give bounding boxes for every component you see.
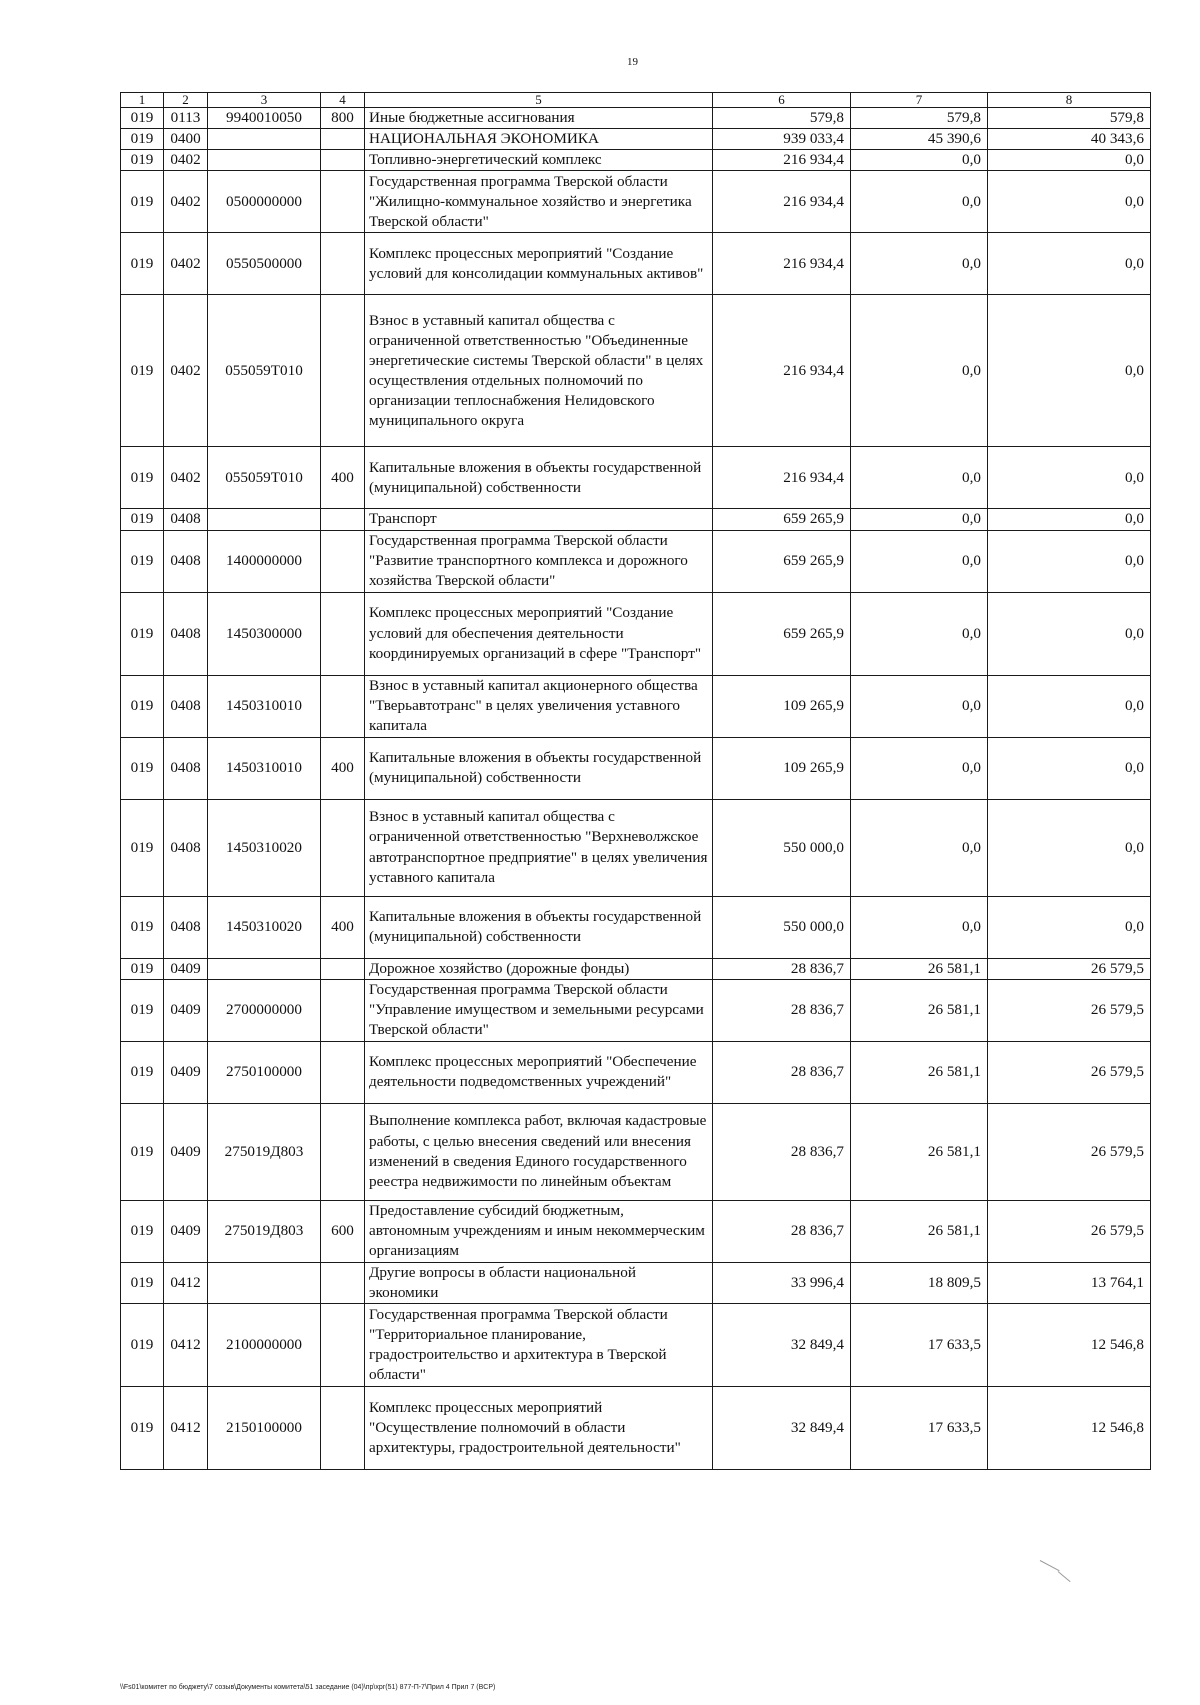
section-code-cell: 0408 <box>164 675 208 737</box>
section-code-cell: 0402 <box>164 171 208 233</box>
target-article-cell: 1450310010 <box>208 737 321 799</box>
expense-type-cell: 400 <box>321 447 365 509</box>
table-row <box>121 1103 1151 1200</box>
grbs-code-cell: 019 <box>121 171 164 233</box>
budget-table <box>120 92 1151 1470</box>
target-article-cell: 1400000000 <box>208 530 321 592</box>
section-code-cell: 0402 <box>164 295 208 447</box>
table-row <box>121 592 1151 675</box>
amount-col7-cell: 0,0 <box>851 171 988 233</box>
item-name-cell: НАЦИОНАЛЬНАЯ ЭКОНОМИКА <box>365 129 713 150</box>
table-row <box>121 295 1151 447</box>
amount-col6-cell: 659 265,9 <box>713 530 851 592</box>
amount-col6-cell: 28 836,7 <box>713 958 851 979</box>
grbs-code-cell: 019 <box>121 675 164 737</box>
amount-col6-cell: 216 934,4 <box>713 295 851 447</box>
amount-col7-cell: 18 809,5 <box>851 1262 988 1303</box>
expense-type-cell: 800 <box>321 108 365 129</box>
amount-col8-cell: 0,0 <box>988 896 1151 958</box>
section-code-cell: 0412 <box>164 1262 208 1303</box>
item-name-cell: Государственная программа Тверской области "Управление имуществом и земельными ресурсами Тверской области" <box>365 979 713 1041</box>
amount-col6-cell: 109 265,9 <box>713 675 851 737</box>
column-number: 3 <box>208 93 321 108</box>
amount-col8-cell: 26 579,5 <box>988 979 1151 1041</box>
amount-col7-cell: 0,0 <box>851 737 988 799</box>
item-name-cell: Взнос в уставный капитал общества с ограниченной ответственностью "Объединенные энергетические системы Тверской области" в целях осуществления отдельных полномочий по организации теплоснабжения Нелидовского муниципального округа <box>365 295 713 447</box>
amount-col6-cell: 939 033,4 <box>713 129 851 150</box>
table-row <box>121 447 1151 509</box>
section-code-cell: 0113 <box>164 108 208 129</box>
amount-col8-cell: 0,0 <box>988 675 1151 737</box>
target-article-cell: 0500000000 <box>208 171 321 233</box>
grbs-code-cell: 019 <box>121 1303 164 1386</box>
table-row <box>121 1386 1151 1469</box>
expense-type-cell <box>321 509 365 530</box>
section-code-cell: 0402 <box>164 233 208 295</box>
grbs-code-cell: 019 <box>121 1103 164 1200</box>
amount-col7-cell: 0,0 <box>851 447 988 509</box>
amount-col6-cell: 659 265,9 <box>713 509 851 530</box>
amount-col8-cell: 0,0 <box>988 799 1151 896</box>
amount-col6-cell: 109 265,9 <box>713 737 851 799</box>
item-name-cell: Государственная программа Тверской области "Развитие транспортного комплекса и дорожного хозяйства Тверской области" <box>365 530 713 592</box>
amount-col7-cell: 0,0 <box>851 592 988 675</box>
column-number: 5 <box>365 93 713 108</box>
grbs-code-cell: 019 <box>121 592 164 675</box>
target-article-cell: 275019Д803 <box>208 1103 321 1200</box>
table-row <box>121 799 1151 896</box>
amount-col6-cell: 28 836,7 <box>713 1200 851 1262</box>
amount-col8-cell: 13 764,1 <box>988 1262 1151 1303</box>
amount-col6-cell: 33 996,4 <box>713 1262 851 1303</box>
section-code-cell: 0412 <box>164 1386 208 1469</box>
column-number: 4 <box>321 93 365 108</box>
amount-col7-cell: 0,0 <box>851 799 988 896</box>
expense-type-cell: 600 <box>321 1200 365 1262</box>
section-code-cell: 0409 <box>164 1103 208 1200</box>
section-code-cell: 0409 <box>164 958 208 979</box>
grbs-code-cell: 019 <box>121 1200 164 1262</box>
table-row <box>121 1262 1151 1303</box>
target-article-cell: 2100000000 <box>208 1303 321 1386</box>
section-code-cell: 0402 <box>164 447 208 509</box>
table-row <box>121 108 1151 129</box>
target-article-cell <box>208 958 321 979</box>
amount-col7-cell: 0,0 <box>851 295 988 447</box>
expense-type-cell <box>321 129 365 150</box>
amount-col8-cell: 40 343,6 <box>988 129 1151 150</box>
grbs-code-cell: 019 <box>121 1041 164 1103</box>
column-number: 2 <box>164 93 208 108</box>
column-number: 6 <box>713 93 851 108</box>
amount-col6-cell: 550 000,0 <box>713 896 851 958</box>
amount-col6-cell: 32 849,4 <box>713 1386 851 1469</box>
grbs-code-cell: 019 <box>121 447 164 509</box>
expense-type-cell <box>321 171 365 233</box>
scan-mark <box>1040 1560 1060 1571</box>
amount-col8-cell: 26 579,5 <box>988 1103 1151 1200</box>
table-row <box>121 530 1151 592</box>
amount-col8-cell: 0,0 <box>988 530 1151 592</box>
target-article-cell <box>208 129 321 150</box>
column-number: 1 <box>121 93 164 108</box>
target-article-cell <box>208 509 321 530</box>
table-row <box>121 979 1151 1041</box>
amount-col8-cell: 0,0 <box>988 737 1151 799</box>
amount-col6-cell: 32 849,4 <box>713 1303 851 1386</box>
grbs-code-cell: 019 <box>121 530 164 592</box>
item-name-cell: Взнос в уставный капитал общества с ограниченной ответственностью "Верхневолжское автотранспортное предприятие" в целях увеличения уставного капитала <box>365 799 713 896</box>
expense-type-cell: 400 <box>321 737 365 799</box>
page-number: 19 <box>627 56 638 68</box>
item-name-cell: Комплекс процессных мероприятий "Создание условий для консолидации коммунальных активов" <box>365 233 713 295</box>
amount-col8-cell: 26 579,5 <box>988 1200 1151 1262</box>
item-name-cell: Топливно-энергетический комплекс <box>365 150 713 171</box>
item-name-cell: Государственная программа Тверской области "Территориальное планирование, градостроительство и архитектура в Тверской области" <box>365 1303 713 1386</box>
expense-type-cell <box>321 675 365 737</box>
table-row <box>121 1200 1151 1262</box>
expense-type-cell <box>321 1386 365 1469</box>
grbs-code-cell: 019 <box>121 233 164 295</box>
grbs-code-cell: 019 <box>121 799 164 896</box>
section-code-cell: 0408 <box>164 592 208 675</box>
amount-col8-cell: 12 546,8 <box>988 1386 1151 1469</box>
amount-col8-cell: 26 579,5 <box>988 1041 1151 1103</box>
target-article-cell: 1450310020 <box>208 799 321 896</box>
grbs-code-cell: 019 <box>121 150 164 171</box>
table-row <box>121 1303 1151 1386</box>
item-name-cell: Комплекс процессных мероприятий "Обеспечение деятельности подведомственных учреждений" <box>365 1041 713 1103</box>
amount-col6-cell: 28 836,7 <box>713 979 851 1041</box>
item-name-cell: Дорожное хозяйство (дорожные фонды) <box>365 958 713 979</box>
amount-col7-cell: 45 390,6 <box>851 129 988 150</box>
target-article-cell: 2750100000 <box>208 1041 321 1103</box>
section-code-cell: 0409 <box>164 979 208 1041</box>
target-article-cell: 1450300000 <box>208 592 321 675</box>
amount-col7-cell: 26 581,1 <box>851 1041 988 1103</box>
table-row <box>121 1041 1151 1103</box>
amount-col7-cell: 26 581,1 <box>851 958 988 979</box>
section-code-cell: 0408 <box>164 799 208 896</box>
amount-col6-cell: 216 934,4 <box>713 171 851 233</box>
grbs-code-cell: 019 <box>121 509 164 530</box>
section-code-cell: 0409 <box>164 1200 208 1262</box>
column-number-row <box>121 93 1151 108</box>
amount-col7-cell: 26 581,1 <box>851 1103 988 1200</box>
target-article-cell: 055059Т010 <box>208 295 321 447</box>
amount-col7-cell: 0,0 <box>851 509 988 530</box>
amount-col7-cell: 26 581,1 <box>851 979 988 1041</box>
amount-col6-cell: 659 265,9 <box>713 592 851 675</box>
amount-col7-cell: 0,0 <box>851 150 988 171</box>
amount-col8-cell: 0,0 <box>988 295 1151 447</box>
amount-col7-cell: 0,0 <box>851 233 988 295</box>
amount-col8-cell: 0,0 <box>988 171 1151 233</box>
section-code-cell: 0408 <box>164 896 208 958</box>
amount-col7-cell: 579,8 <box>851 108 988 129</box>
item-name-cell: Комплекс процессных мероприятий "Осуществление полномочий в области архитектуры, градостроительной деятельности" <box>365 1386 713 1469</box>
section-code-cell: 0408 <box>164 509 208 530</box>
target-article-cell: 1450310010 <box>208 675 321 737</box>
item-name-cell: Транспорт <box>365 509 713 530</box>
section-code-cell: 0409 <box>164 1041 208 1103</box>
amount-col6-cell: 579,8 <box>713 108 851 129</box>
amount-col7-cell: 0,0 <box>851 530 988 592</box>
target-article-cell: 2150100000 <box>208 1386 321 1469</box>
table-row <box>121 675 1151 737</box>
expense-type-cell <box>321 1041 365 1103</box>
amount-col7-cell: 26 581,1 <box>851 1200 988 1262</box>
target-article-cell: 0550500000 <box>208 233 321 295</box>
expense-type-cell <box>321 958 365 979</box>
expense-type-cell <box>321 1303 365 1386</box>
grbs-code-cell: 019 <box>121 737 164 799</box>
item-name-cell: Взнос в уставный капитал акционерного общества "Тверьавтотранс" в целях увеличения уставного капитала <box>365 675 713 737</box>
target-article-cell: 9940010050 <box>208 108 321 129</box>
table-row <box>121 233 1151 295</box>
amount-col6-cell: 216 934,4 <box>713 447 851 509</box>
amount-col8-cell: 579,8 <box>988 108 1151 129</box>
table-row <box>121 737 1151 799</box>
amount-col8-cell: 0,0 <box>988 592 1151 675</box>
item-name-cell: Комплекс процессных мероприятий "Создание условий для обеспечения деятельности координируемых организаций в сфере "Транспорт" <box>365 592 713 675</box>
amount-col7-cell: 17 633,5 <box>851 1386 988 1469</box>
amount-col8-cell: 0,0 <box>988 509 1151 530</box>
column-number: 8 <box>988 93 1151 108</box>
amount-col8-cell: 0,0 <box>988 233 1151 295</box>
section-code-cell: 0408 <box>164 530 208 592</box>
item-name-cell: Предоставление субсидий бюджетным, автономным учреждениям и иным некоммерческим организациям <box>365 1200 713 1262</box>
expense-type-cell <box>321 799 365 896</box>
amount-col6-cell: 550 000,0 <box>713 799 851 896</box>
amount-col7-cell: 17 633,5 <box>851 1303 988 1386</box>
amount-col6-cell: 28 836,7 <box>713 1103 851 1200</box>
section-code-cell: 0402 <box>164 150 208 171</box>
item-name-cell: Капитальные вложения в объекты государственной (муниципальной) собственности <box>365 737 713 799</box>
expense-type-cell <box>321 1103 365 1200</box>
amount-col6-cell: 216 934,4 <box>713 233 851 295</box>
target-article-cell: 1450310020 <box>208 896 321 958</box>
item-name-cell: Другие вопросы в области национальной экономики <box>365 1262 713 1303</box>
target-article-cell: 2700000000 <box>208 979 321 1041</box>
grbs-code-cell: 019 <box>121 1386 164 1469</box>
expense-type-cell <box>321 1262 365 1303</box>
grbs-code-cell: 019 <box>121 958 164 979</box>
grbs-code-cell: 019 <box>121 896 164 958</box>
amount-col6-cell: 216 934,4 <box>713 150 851 171</box>
table-row <box>121 958 1151 979</box>
expense-type-cell: 400 <box>321 896 365 958</box>
expense-type-cell <box>321 979 365 1041</box>
section-code-cell: 0400 <box>164 129 208 150</box>
section-code-cell: 0408 <box>164 737 208 799</box>
item-name-cell: Капитальные вложения в объекты государственной (муниципальной) собственности <box>365 447 713 509</box>
grbs-code-cell: 019 <box>121 108 164 129</box>
amount-col7-cell: 0,0 <box>851 675 988 737</box>
amount-col8-cell: 0,0 <box>988 447 1151 509</box>
target-article-cell: 275019Д803 <box>208 1200 321 1262</box>
amount-col6-cell: 28 836,7 <box>713 1041 851 1103</box>
target-article-cell: 055059Т010 <box>208 447 321 509</box>
expense-type-cell <box>321 295 365 447</box>
table-row <box>121 150 1151 171</box>
grbs-code-cell: 019 <box>121 129 164 150</box>
expense-type-cell <box>321 592 365 675</box>
target-article-cell <box>208 1262 321 1303</box>
grbs-code-cell: 019 <box>121 295 164 447</box>
expense-type-cell <box>321 150 365 171</box>
item-name-cell: Иные бюджетные ассигнования <box>365 108 713 129</box>
item-name-cell: Выполнение комплекса работ, включая кадастровые работы, с целью внесения сведений или внесения изменений в сведения Единого государственного реестра недвижимости по линейным объектам <box>365 1103 713 1200</box>
grbs-code-cell: 019 <box>121 979 164 1041</box>
target-article-cell <box>208 150 321 171</box>
item-name-cell: Государственная программа Тверской области "Жилищно-коммунальное хозяйство и энергетика Тверской области" <box>365 171 713 233</box>
table-row <box>121 509 1151 530</box>
amount-col7-cell: 0,0 <box>851 896 988 958</box>
file-path-footer: \\Fs01\комитет по бюджету\7 созыв\Документы комитета\51 заседание (04)\пр\хрг(51) 877-П-7\Прил 4 Прил 7 (BCP) <box>120 1684 496 1691</box>
column-number: 7 <box>851 93 988 108</box>
grbs-code-cell: 019 <box>121 1262 164 1303</box>
scan-mark <box>1058 1571 1071 1582</box>
table-row <box>121 129 1151 150</box>
amount-col8-cell: 0,0 <box>988 150 1151 171</box>
amount-col8-cell: 26 579,5 <box>988 958 1151 979</box>
section-code-cell: 0412 <box>164 1303 208 1386</box>
expense-type-cell <box>321 233 365 295</box>
item-name-cell: Капитальные вложения в объекты государственной (муниципальной) собственности <box>365 896 713 958</box>
expense-type-cell <box>321 530 365 592</box>
table-row <box>121 171 1151 233</box>
table-row <box>121 896 1151 958</box>
amount-col8-cell: 12 546,8 <box>988 1303 1151 1386</box>
